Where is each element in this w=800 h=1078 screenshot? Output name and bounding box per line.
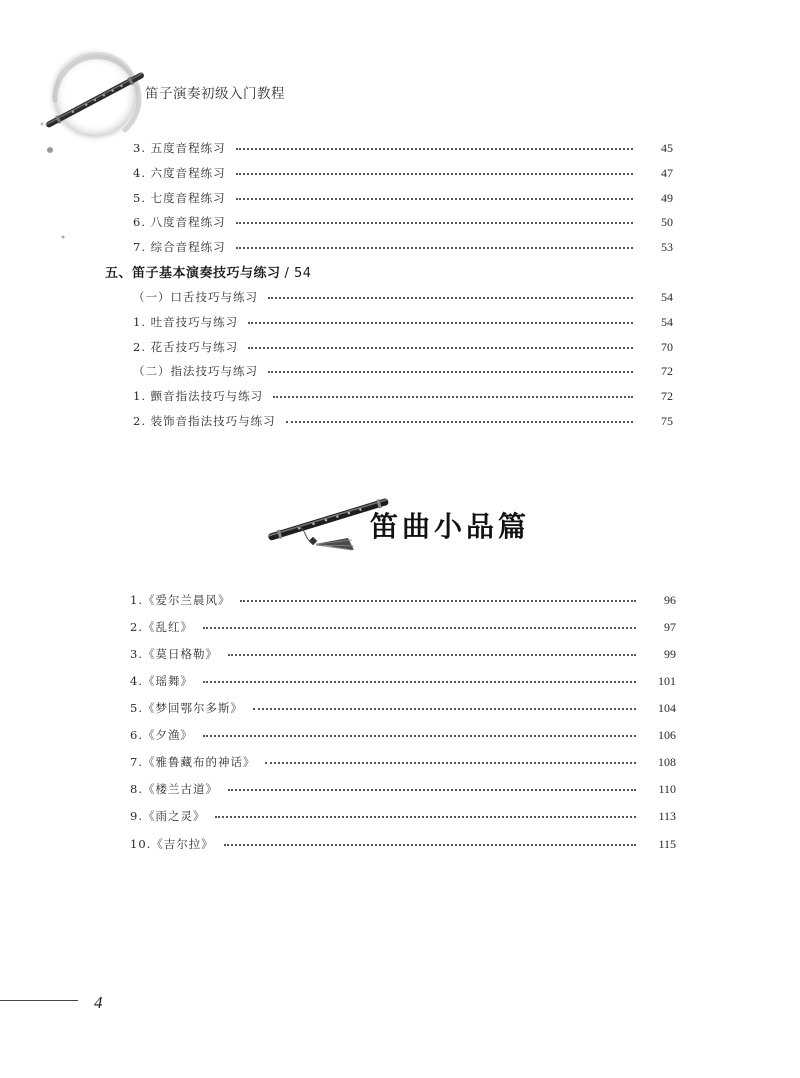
toc-entry-page: 101 <box>658 673 676 688</box>
dot-leader <box>248 321 633 324</box>
toc-entry-label: 1.《爱尔兰晨风》 <box>130 593 231 607</box>
toc-entry[interactable] <box>133 287 673 307</box>
section-heading[interactable] <box>105 262 312 281</box>
dot-leader <box>236 197 633 200</box>
toc-entry[interactable] <box>133 163 673 183</box>
dot-leader <box>215 815 636 818</box>
toc-entry-page: 54 <box>661 289 673 304</box>
dot-leader <box>265 761 636 764</box>
toc-entry[interactable] <box>133 312 673 332</box>
toc-entry-page: 97 <box>664 619 676 634</box>
toc-entry-page: 70 <box>661 339 673 354</box>
toc-entry-page: 47 <box>661 165 673 180</box>
toc-entry[interactable] <box>133 237 673 257</box>
toc-entry-label: 6.《夕渔》 <box>130 728 193 742</box>
dot-leader <box>228 788 636 791</box>
toc-entry-page: 113 <box>658 808 676 823</box>
dot-leader <box>236 221 633 224</box>
toc-entry-page: 72 <box>661 363 673 378</box>
toc-entry[interactable] <box>133 188 673 208</box>
toc-entry-label: 3.《莫日格勒》 <box>130 647 218 661</box>
toc-entry-page: 53 <box>661 239 673 254</box>
toc-entry-label: 6. 八度音程练习 <box>133 215 226 229</box>
dot-leader <box>203 680 636 683</box>
dot-leader <box>228 653 636 656</box>
toc-entry[interactable] <box>133 361 673 381</box>
toc-entry-label: 10.《吉尔拉》 <box>130 837 214 851</box>
dot-leader <box>248 346 633 349</box>
toc-entry-page: 96 <box>664 592 676 607</box>
toc-entry-page: 110 <box>658 781 676 796</box>
toc-entry[interactable] <box>130 671 676 691</box>
toc-entry[interactable] <box>130 806 676 826</box>
toc-entry-label: 4.《瑶舞》 <box>130 674 193 688</box>
toc-entry[interactable] <box>130 752 676 772</box>
toc-entry-label: 5. 七度音程练习 <box>133 191 226 205</box>
toc-entry[interactable] <box>133 138 673 158</box>
toc-entry[interactable] <box>130 617 676 637</box>
toc-entry-label: （二）指法技巧与练习 <box>133 364 258 378</box>
toc-entry-label: 4. 六度音程练习 <box>133 166 226 180</box>
toc-entry-label: 1. 颤音指法技巧与练习 <box>133 389 264 403</box>
dot-leader <box>273 395 633 398</box>
toc-entry-page: 106 <box>658 727 676 742</box>
toc-entry-page: 50 <box>661 214 673 229</box>
toc-entry[interactable] <box>133 212 673 232</box>
toc-entry[interactable] <box>133 386 673 406</box>
toc-entry-page: 115 <box>658 836 676 851</box>
toc-entry[interactable] <box>130 779 676 799</box>
dot-leader <box>236 147 633 150</box>
dot-leader <box>203 626 636 629</box>
toc-entry-label: 8.《楼兰古道》 <box>130 782 218 796</box>
section-heading-page: / 54 <box>284 266 312 281</box>
toc-entry-page: 49 <box>661 190 673 205</box>
toc-entry-page: 75 <box>661 413 673 428</box>
dot-leader <box>268 296 633 299</box>
toc-entry-label: 9.《雨之灵》 <box>130 809 206 823</box>
toc-entry-label: 2.《乱红》 <box>130 620 193 634</box>
toc-entry-page: 108 <box>658 754 676 769</box>
toc-entry-label: （一）口舌技巧与练习 <box>133 290 258 304</box>
toc-entry[interactable] <box>130 698 676 718</box>
toc-entry[interactable] <box>130 590 676 610</box>
toc-entry[interactable] <box>130 725 676 745</box>
toc-entry-label: 7. 综合音程练习 <box>133 240 226 254</box>
dot-leader <box>268 370 633 373</box>
dot-leader <box>236 246 633 249</box>
page-number: 4 <box>94 993 103 1012</box>
toc-entry[interactable] <box>133 337 673 357</box>
section-heading-title: 五、笛子基本演奏技巧与练习 <box>105 266 281 281</box>
toc-entry-label: 7.《雅鲁藏布的神话》 <box>130 755 256 769</box>
ink-dot-decoration <box>58 232 68 242</box>
toc-entry-page: 54 <box>661 314 673 329</box>
toc-entry[interactable] <box>130 834 676 854</box>
toc-entry[interactable] <box>133 411 673 431</box>
toc-entry-page: 99 <box>664 646 676 661</box>
footer-rule <box>0 1000 78 1001</box>
toc-entry-label: 2. 花舌技巧与练习 <box>133 340 239 354</box>
dot-leader <box>203 734 636 737</box>
dot-leader <box>253 707 636 710</box>
toc-entry-label: 2. 装饰音指法技巧与练习 <box>133 414 276 428</box>
toc-entry-page: 72 <box>661 388 673 403</box>
toc-entry-label: 5.《梦回鄂尔多斯》 <box>130 701 243 715</box>
toc-entry[interactable] <box>130 644 676 664</box>
section-banner-title: 笛曲小品篇 <box>370 510 531 543</box>
toc-entry-label: 3. 五度音程练习 <box>133 141 226 155</box>
toc-entry-page: 104 <box>658 700 676 715</box>
toc-entry-label: 1. 吐音技巧与练习 <box>133 315 239 329</box>
toc-entry-page: 45 <box>661 140 673 155</box>
dot-leader <box>286 420 633 423</box>
dot-leader <box>236 172 633 175</box>
dot-leader <box>240 599 636 602</box>
dot-leader <box>224 843 636 846</box>
header-book-title: 笛子演奏初级入门教程 <box>145 86 285 102</box>
